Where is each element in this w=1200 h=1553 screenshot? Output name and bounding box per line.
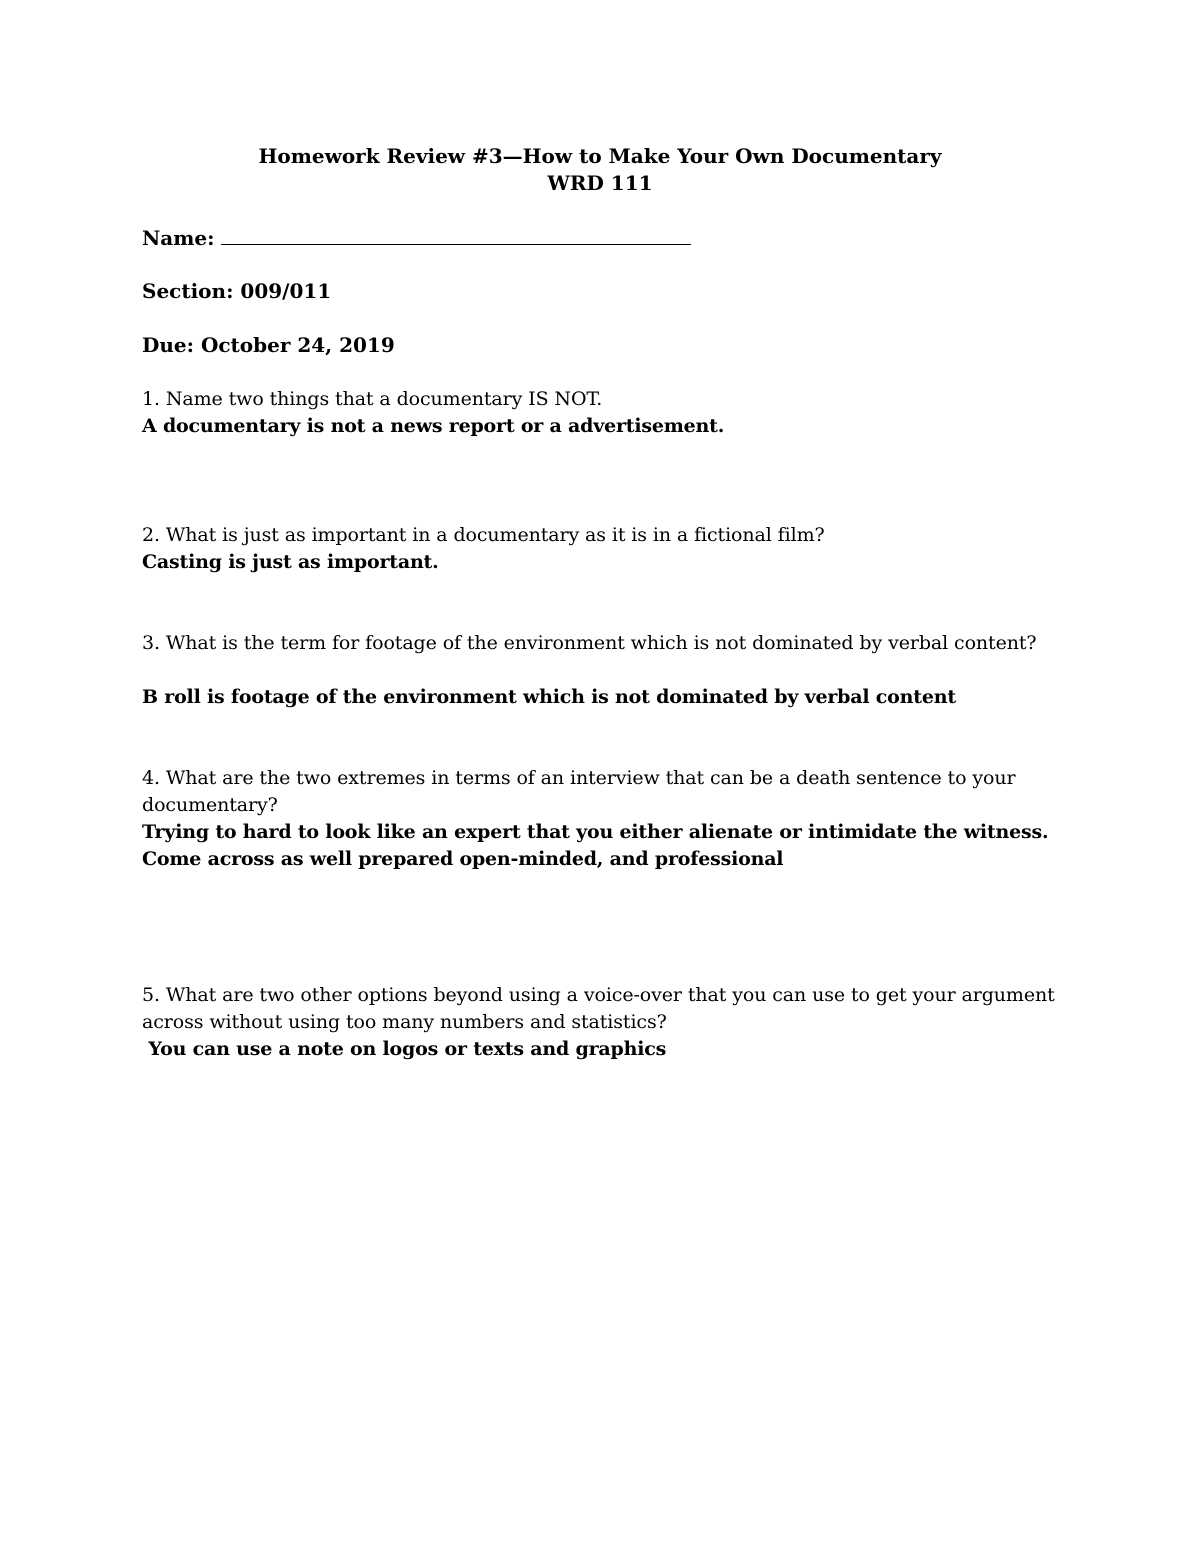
- name-field: [142, 224, 691, 252]
- question-1: 1. Name two things that a documentary IS NOT.: [142, 388, 603, 410]
- answer-3: B roll is footage of the environment which is not dominated by verbal content: [142, 686, 956, 708]
- name-blank-line: [221, 224, 691, 245]
- answer-4-line-1: Trying to hard to look like an expert that you either alienate or intimidate the witness.: [142, 821, 1049, 843]
- question-4-line-2: documentary?: [142, 794, 278, 816]
- answer-5: You can use a note on logos or texts and graphics: [142, 1038, 667, 1060]
- question-5-line-2: across without using too many numbers and statistics?: [142, 1011, 667, 1033]
- question-2: 2. What is just as important in a documentary as it is in a fictional film?: [142, 524, 825, 546]
- question-3: 3. What is the term for footage of the environment which is not dominated by verbal content?: [142, 632, 1037, 654]
- section-field: Section: 009/011: [142, 279, 332, 303]
- question-4-line-1: 4. What are the two extremes in terms of an interview that can be a death sentence to your: [142, 767, 1016, 789]
- course-code: WRD 111: [547, 171, 653, 195]
- answer-2: Casting is just as important.: [142, 551, 439, 573]
- document-title: Homework Review #3—How to Make Your Own Documentary: [258, 144, 942, 168]
- name-label: Name:: [142, 226, 215, 250]
- due-date-field: Due: October 24, 2019: [142, 333, 395, 357]
- question-5-line-1: 5. What are two other options beyond using a voice-over that you can use to get your argument: [142, 984, 1055, 1006]
- answer-4-line-2: Come across as well prepared open-minded, and professional: [142, 848, 784, 870]
- answer-1: A documentary is not a news report or a advertisement.: [142, 415, 725, 437]
